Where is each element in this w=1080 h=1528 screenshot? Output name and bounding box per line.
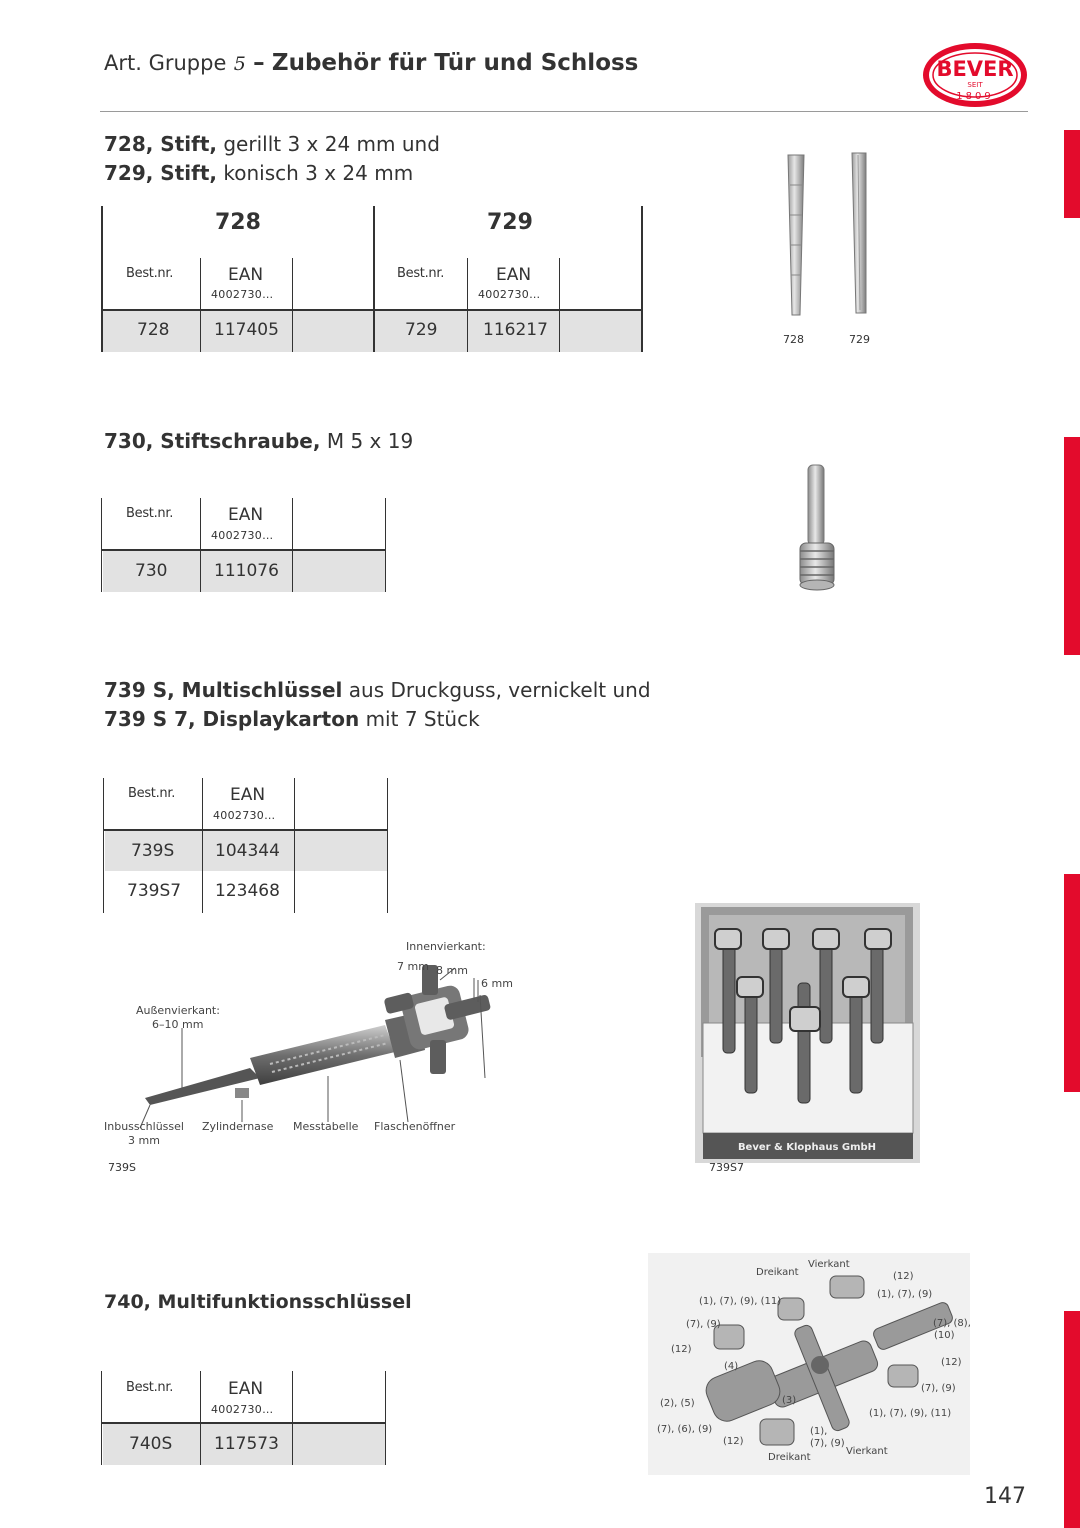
side-tab: [1064, 874, 1080, 1092]
col-header-ean: EAN: [230, 785, 266, 805]
label-ref: (1), (7), (9), (11): [869, 1408, 952, 1419]
ean-prefix: 4002730…: [211, 288, 274, 301]
label-aussen-range: 6–10 mm: [152, 1018, 204, 1031]
label-inbus-size: 3 mm: [128, 1134, 160, 1147]
label-8mm: 8 mm: [436, 964, 468, 977]
group-title: Zubehör für Tür und Schloss: [271, 50, 639, 76]
label-vierkant: Vierkant: [846, 1446, 888, 1457]
heading-730: 730, Stiftschraube, M 5 x 19: [104, 429, 414, 453]
label-aussenvierkant: Außenvierkant:: [136, 1004, 220, 1017]
heading-739s: 739 S, Multischlüssel aus Druckguss, vernickelt und: [104, 678, 651, 702]
cell-ean: 123468: [215, 881, 280, 901]
bever-logo: [920, 40, 1030, 110]
side-tab: [1064, 1311, 1080, 1528]
label-ref: (7), (9): [686, 1319, 721, 1330]
caption-739s7: 739S7: [709, 1161, 744, 1174]
page-title: Art. Gruppe 5 – Zubehör für Tür und Schloss: [104, 50, 639, 76]
cell-bestnr: 728: [137, 320, 170, 340]
label-ref: (3): [782, 1395, 797, 1406]
group-number: 5: [233, 53, 246, 75]
table-title-729: 729: [487, 210, 533, 235]
col-header-bestnr: Best.nr.: [126, 1380, 174, 1395]
label-ref: (12): [893, 1271, 914, 1282]
label-ref: (7), (6), (9): [657, 1424, 713, 1435]
logo-brand: BEVER: [936, 57, 1014, 81]
logo-year: 1809: [956, 91, 994, 102]
heading-739s7: 739 S 7, Displaykarton mit 7 Stück: [104, 707, 480, 731]
order-table-740: [101, 1371, 387, 1465]
col-header-bestnr: Best.nr.: [126, 506, 174, 521]
label-ref: (7), (8),: [933, 1318, 971, 1329]
ean-prefix: 4002730…: [213, 809, 276, 822]
label-ref: (7), (9): [810, 1438, 845, 1449]
cell-ean: 111076: [214, 561, 279, 581]
label-dreikant: Dreikant: [768, 1452, 811, 1463]
caption-739s: 739S: [108, 1161, 136, 1174]
cell-ean: 117573: [214, 1434, 279, 1454]
label-ref: (1),: [810, 1426, 828, 1437]
label-innenvierkant: Innenvierkant:: [406, 940, 486, 953]
order-table-730: [101, 498, 387, 592]
label-flaschenoeffner: Flaschenöffner: [374, 1120, 456, 1133]
header-rule: [100, 111, 1028, 112]
cell-bestnr: 739S7: [127, 881, 182, 901]
col-header-ean: EAN: [228, 1379, 264, 1399]
label-ref: (12): [723, 1436, 744, 1447]
order-table-728-729: [101, 206, 645, 352]
box-label: Bever & Klophaus GmbH: [737, 1142, 877, 1153]
logo-seit: SEIT: [967, 81, 983, 89]
ean-prefix: 4002730…: [478, 288, 541, 301]
label-inbusschluessel: Inbusschlüssel: [104, 1120, 184, 1133]
col-header-bestnr: Best.nr.: [397, 266, 445, 281]
side-tab: [1064, 437, 1080, 655]
label-ref: (10): [934, 1330, 955, 1341]
label-ref: (2), (5): [660, 1398, 695, 1409]
pin-728-729-photo: [770, 145, 890, 330]
label-7mm: 7 mm: [397, 960, 429, 973]
cell-ean: 117405: [214, 320, 279, 340]
cell-bestnr: 740S: [129, 1434, 173, 1454]
cell-bestnr: 730: [135, 561, 168, 581]
order-table-739: [103, 778, 389, 913]
label-dreikant: Dreikant: [756, 1267, 799, 1278]
col-header-ean: EAN: [496, 265, 532, 285]
caption-729: 729: [849, 333, 870, 346]
col-header-ean: EAN: [228, 265, 264, 285]
ean-prefix: 4002730…: [211, 1403, 274, 1416]
label-ref: (7), (9): [921, 1383, 956, 1394]
ean-prefix: 4002730…: [211, 529, 274, 542]
col-header-ean: EAN: [228, 505, 264, 525]
cell-bestnr: 729: [405, 320, 438, 340]
stiftschraube-photo: [780, 455, 860, 600]
label-zylindernase: Zylindernase: [202, 1120, 274, 1133]
cell-ean: 116217: [483, 320, 548, 340]
label-messtabelle: Messtabelle: [293, 1120, 359, 1133]
label-6mm: 6 mm: [481, 977, 513, 990]
label-ref: (4): [724, 1361, 739, 1372]
table-title-728: 728: [215, 210, 261, 235]
col-header-bestnr: Best.nr.: [126, 266, 174, 281]
displaykarton-photo: [695, 903, 920, 1163]
col-header-bestnr: Best.nr.: [128, 786, 176, 801]
heading-740: 740, Multifunktionsschlüssel: [104, 1291, 412, 1313]
heading-728: 728, Stift, gerillt 3 x 24 mm und: [104, 132, 440, 156]
cell-bestnr: 739S: [131, 841, 175, 861]
label-ref: (12): [671, 1344, 692, 1355]
side-tab: [1064, 130, 1080, 218]
label-vierkant: Vierkant: [808, 1259, 850, 1270]
multifunktionsschluessel-drawing: [648, 1253, 970, 1475]
page-number: 147: [984, 1484, 1026, 1509]
label-ref: (1), (7), (9): [877, 1289, 933, 1300]
cell-ean: 104344: [215, 841, 280, 861]
heading-729: 729, Stift, konisch 3 x 24 mm: [104, 161, 414, 185]
label-ref: (12): [941, 1357, 962, 1368]
caption-728: 728: [783, 333, 804, 346]
label-ref: (1), (7), (9), (11): [699, 1296, 782, 1307]
